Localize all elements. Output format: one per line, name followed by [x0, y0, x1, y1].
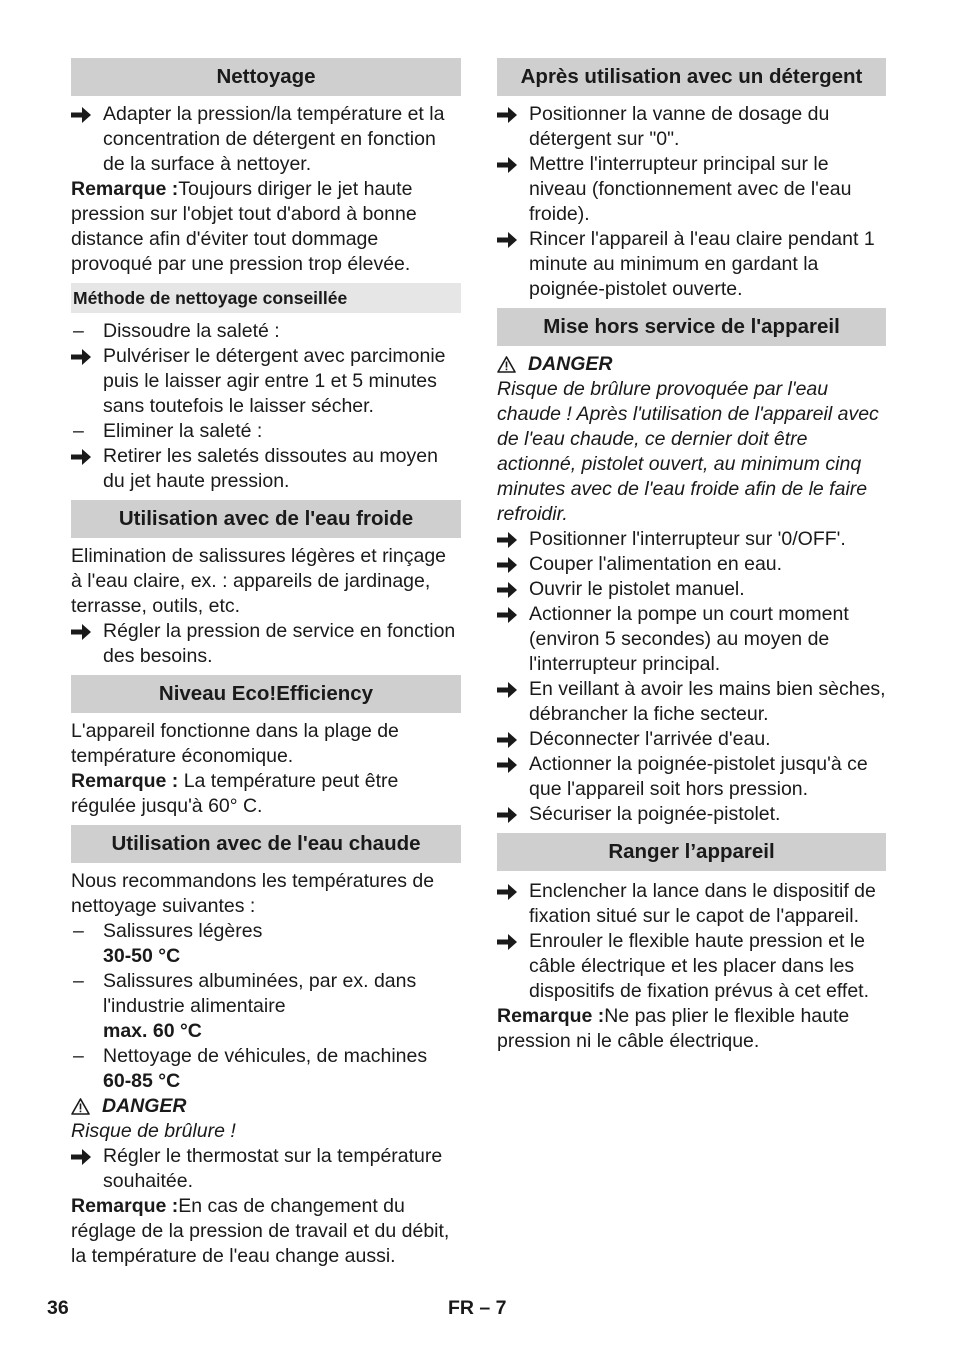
- paragraph: L'appareil fonctionne dans la plage de température économique.: [71, 720, 399, 767]
- arrow-right-icon: [497, 802, 525, 823]
- heading-eau-froide: Utilisation avec de l'eau froide: [71, 500, 461, 538]
- dash-bullet: –: [73, 320, 84, 342]
- dash-bullet: –: [73, 1045, 84, 1067]
- danger-label: DANGER: [497, 352, 886, 377]
- arrow-right-icon: [497, 929, 525, 950]
- arrow-right-icon: [497, 577, 525, 598]
- dash-item: – Eliminer la saleté :: [73, 420, 263, 442]
- temperature-value: max. 60 °C: [103, 1020, 202, 1042]
- step-item: Enrouler le flexible haute pression et le câble électrique et les placer dans les dispositifs de fixation prévus à cet effet.: [497, 929, 886, 1004]
- arrow-right-icon: [71, 344, 99, 365]
- arrow-right-icon: [497, 552, 525, 573]
- right-column: [497, 58, 886, 1054]
- step-item: Adapter la pression/la température et la concentration de détergent en fonction de la surface à nettoyer.: [71, 102, 461, 177]
- paragraph: Nous recommandons les températures de nettoyage suivantes :: [71, 870, 435, 917]
- heading-nettoyage: Nettoyage: [71, 58, 461, 96]
- temperature-item: – Nettoyage de véhicules, de machines 60-85 °C: [71, 1044, 461, 1094]
- step-item: Retirer les saletés dissoutes au moyen du jet haute pression.: [71, 444, 461, 494]
- arrow-right-icon: [71, 1144, 99, 1165]
- step-item: Couper l'alimentation en eau.: [497, 552, 886, 577]
- dash-bullet: –: [73, 420, 84, 442]
- heading-apres-detergent: Après utilisation avec un détergent: [497, 58, 886, 96]
- step-item: Déconnecter l'arrivée d'eau.: [497, 727, 886, 752]
- dash-bullet: –: [73, 920, 84, 942]
- step-item: Actionner la poignée-pistolet jusqu'à ce que l'appareil soit hors pression.: [497, 752, 886, 802]
- section-page-label: FR – 7: [448, 1297, 507, 1319]
- heading-ranger: Ranger l’appareil: [497, 833, 886, 871]
- step-item: En veillant à avoir les mains bien sèches, débrancher la fiche secteur.: [497, 677, 886, 727]
- arrow-right-icon: [497, 527, 525, 548]
- step-item: Mettre l'interrupteur principal sur le niveau (fonctionnement avec de l'eau froide).: [497, 152, 886, 227]
- paragraph: Elimination de salissures légères et rinçage à l'eau claire, ex. : appareils de jardinage, terrasse, outils, etc.: [71, 545, 447, 617]
- temperature-item: – Salissures albuminées, par ex. dans l'industrie alimentaire max. 60 °C: [71, 969, 461, 1044]
- temperature-item: – Salissures légères 30-50 °C: [71, 919, 461, 969]
- step-item: Régler le thermostat sur la température souhaitée.: [71, 1144, 461, 1194]
- step-item: Régler la pression de service en fonction des besoins.: [71, 619, 461, 669]
- arrow-right-icon: [71, 444, 99, 465]
- heading-eco-efficiency: Niveau Eco!Efficiency: [71, 675, 461, 713]
- heading-eau-chaude: Utilisation avec de l'eau chaude: [71, 825, 461, 863]
- temperature-value: 30-50 °C: [103, 945, 181, 967]
- dash-bullet: –: [73, 970, 84, 992]
- arrow-right-icon: [71, 102, 99, 123]
- arrow-right-icon: [497, 752, 525, 773]
- arrow-right-icon: [71, 619, 99, 640]
- note: Remarque :En cas de changement du réglage de la pression de travail et du débit, la température de l'eau change aussi.: [71, 1195, 450, 1267]
- danger-label: DANGER: [71, 1094, 461, 1119]
- arrow-right-icon: [497, 602, 525, 623]
- danger-text: Risque de brûlure provoquée par l'eau chaude ! Après l'utilisation de l'appareil avec de l'eau chaude, ce dernier doit être actionné, pistolet ouvert, au minimum cinq minutes avec de l'eau froide afin de le faire refroidir.: [497, 378, 879, 525]
- warning-triangle-icon: [71, 1098, 90, 1115]
- step-item: Actionner la pompe un court moment (environ 5 secondes) au moyen de l'interrupteur principal.: [497, 602, 886, 677]
- arrow-right-icon: [497, 152, 525, 173]
- arrow-right-icon: [497, 879, 525, 900]
- arrow-right-icon: [497, 677, 525, 698]
- danger-text: Risque de brûlure !: [71, 1120, 236, 1142]
- page-number: 36: [47, 1297, 69, 1319]
- dash-item: – Dissoudre la saleté :: [73, 320, 280, 342]
- step-item: Ouvrir le pistolet manuel.: [497, 577, 886, 602]
- left-column: [71, 58, 461, 1269]
- temperature-value: 60-85 °C: [103, 1070, 181, 1092]
- step-item: Pulvériser le détergent avec parcimonie puis le laisser agir entre 1 et 5 minutes sans toutefois le laisser sécher.: [71, 344, 461, 419]
- note: Remarque :Ne pas plier le flexible haute pression ni le câble électrique.: [497, 1005, 850, 1052]
- step-item: Positionner la vanne de dosage du détergent sur "0".: [497, 102, 886, 152]
- step-item: Rincer l'appareil à l'eau claire pendant 1 minute au minimum en gardant la poignée-pistolet ouverte.: [497, 227, 886, 302]
- warning-triangle-icon: [497, 356, 516, 373]
- note: Remarque : La température peut être régulée jusqu'à 60° C.: [71, 770, 399, 817]
- heading-methode: Méthode de nettoyage conseillée: [71, 283, 461, 313]
- arrow-right-icon: [497, 227, 525, 248]
- heading-mise-hors-service: Mise hors service de l'appareil: [497, 308, 886, 346]
- arrow-right-icon: [497, 727, 525, 748]
- step-item: Positionner l'interrupteur sur '0/OFF'.: [497, 527, 886, 552]
- note: Remarque :Toujours diriger le jet haute pression sur l'objet tout d'abord à bonne distance afin d'éviter tout dommage provoqué par une pression trop élevée.: [71, 178, 417, 275]
- step-item: Enclencher la lance dans le dispositif de fixation situé sur le capot de l'appareil.: [497, 879, 886, 929]
- arrow-right-icon: [497, 102, 525, 123]
- step-item: Sécuriser la poignée-pistolet.: [497, 802, 886, 827]
